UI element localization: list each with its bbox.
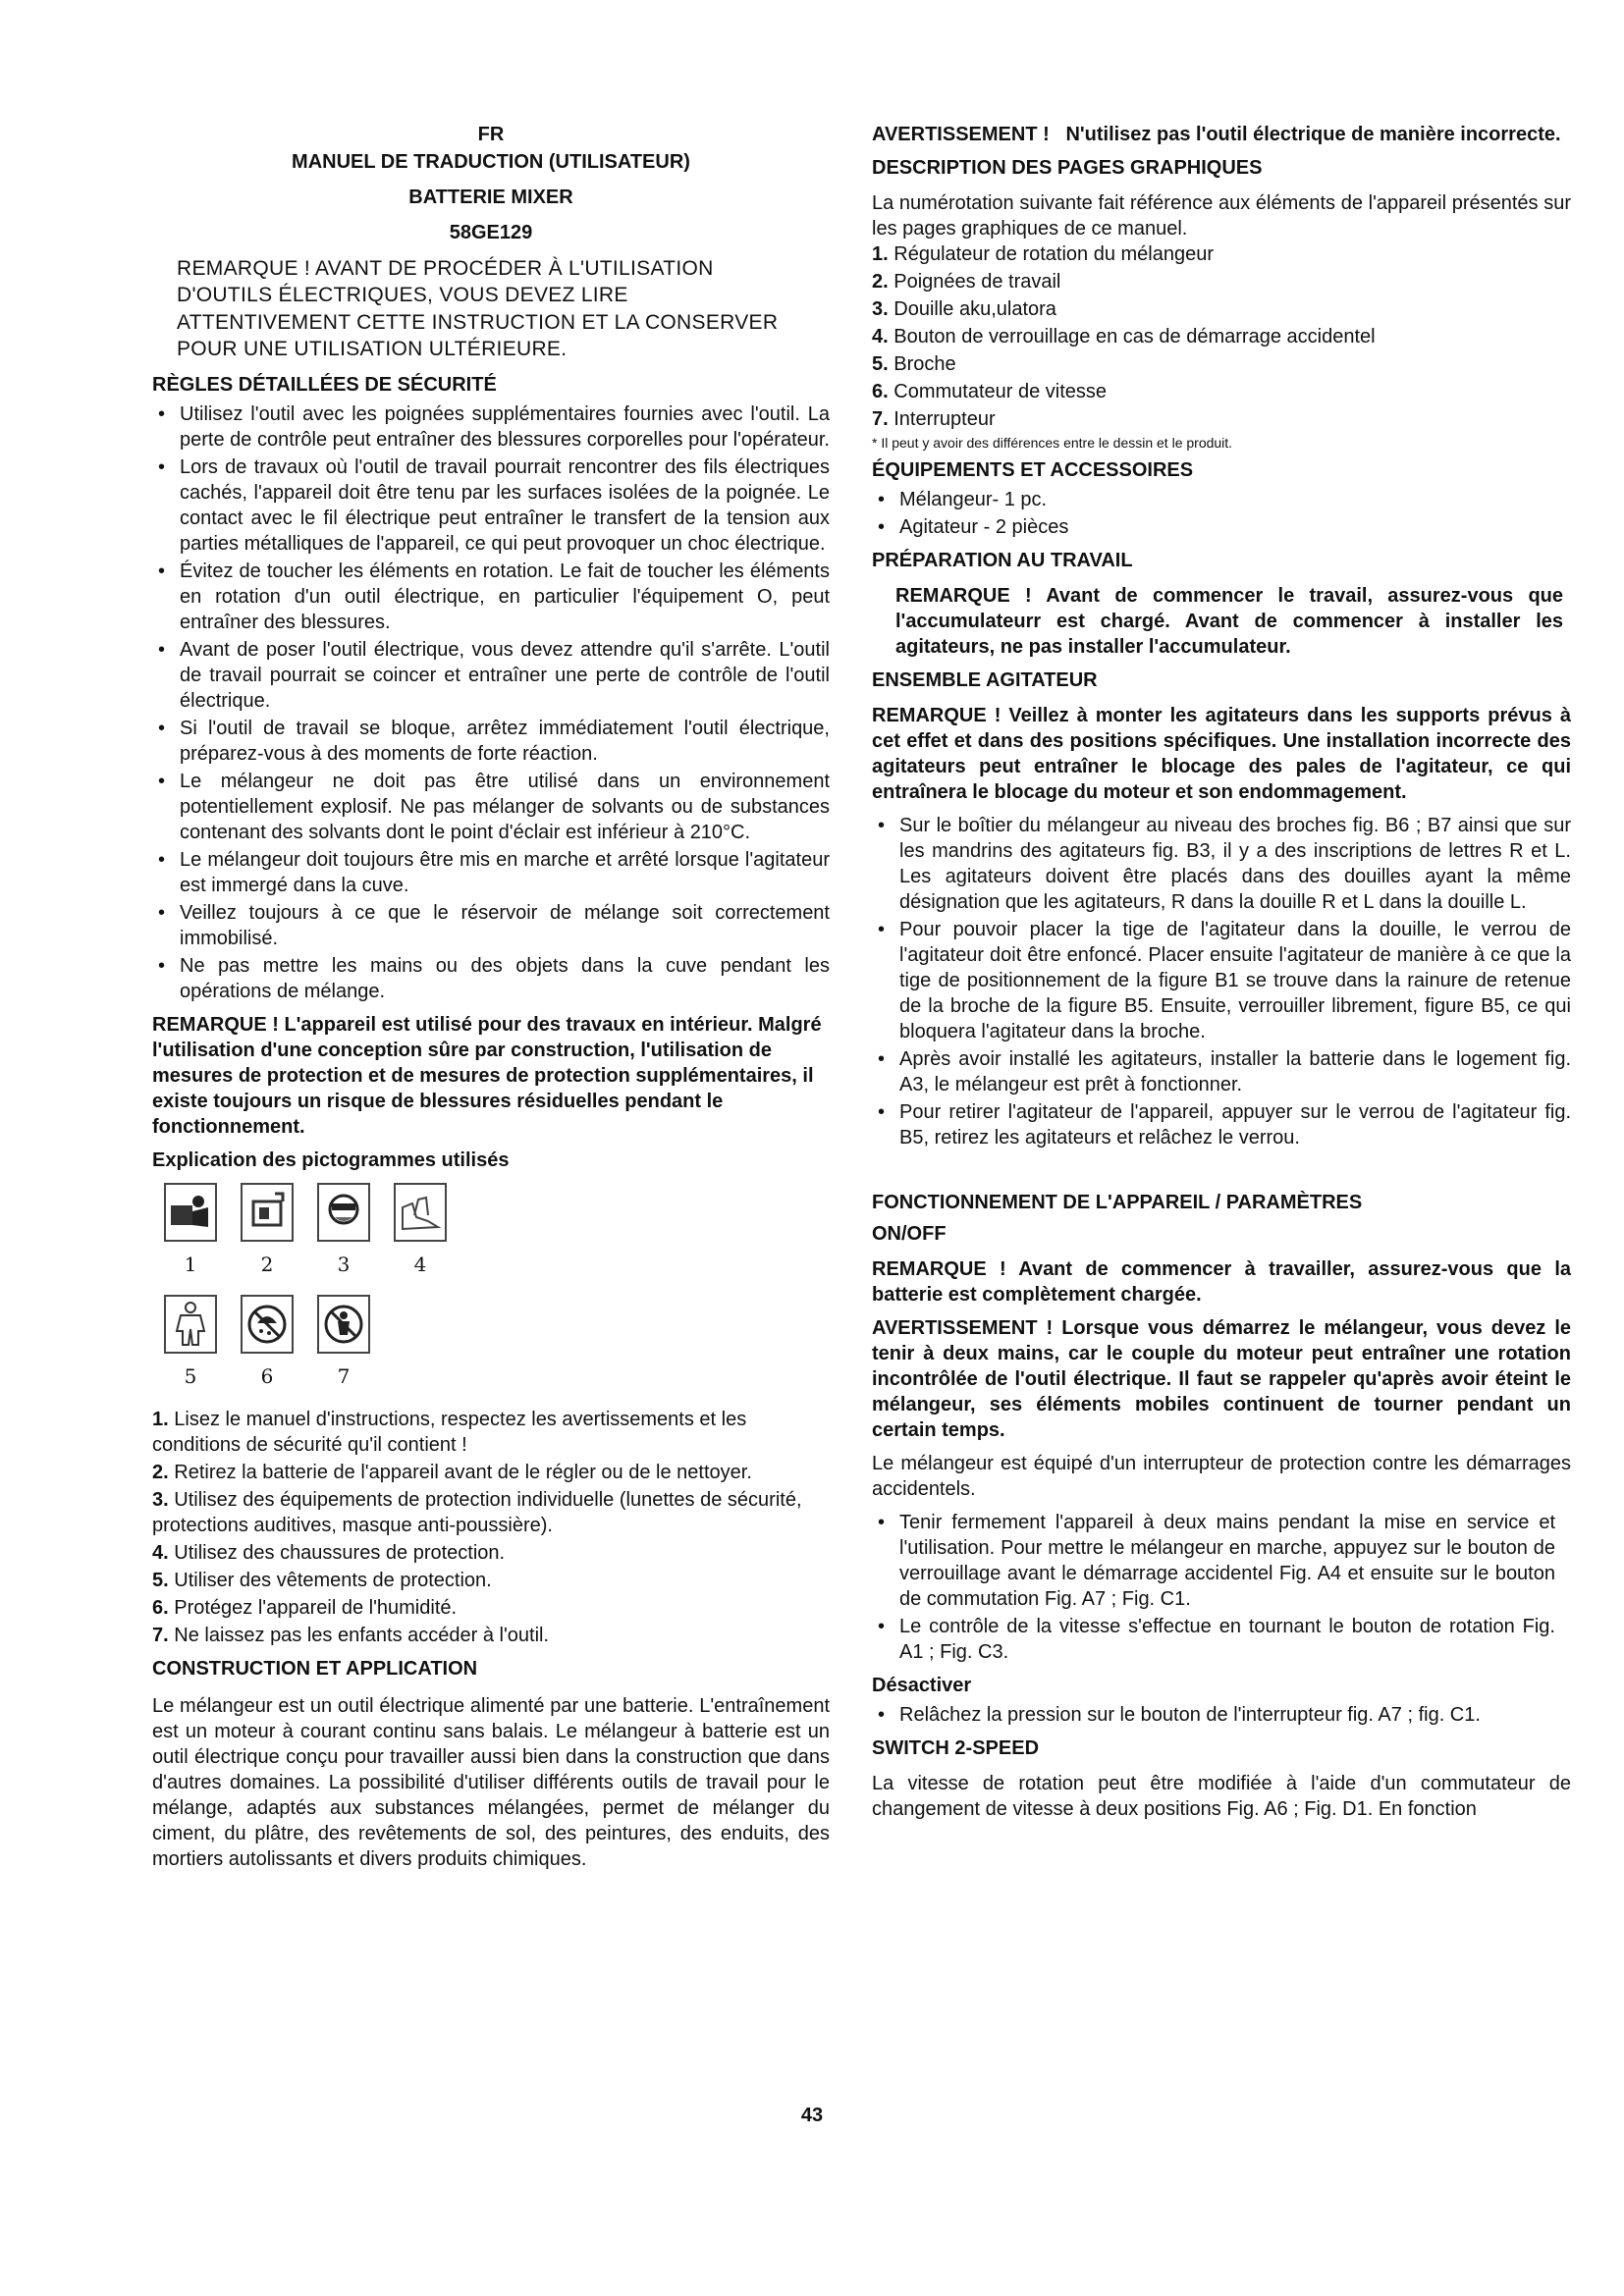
list-item: 7. Interrupteur xyxy=(872,408,996,430)
list-item: • Lors de travaux où l'outil de travail pourrait rencontrer des fils électriques cachés, l'appareil doit être tenu par les surfaces isolées de la poignée. Le contact avec le fil électrique peut entraîner le transfert de la tension aux parties métalliques de l'appareil, ce qui peut provoquer un choc électrique. xyxy=(152,454,830,557)
operation-text: Le mélangeur est équipé d'un interrupteur de protection contre les démarrages accidentels. xyxy=(872,1453,1571,1501)
pictogram-numbers-2 xyxy=(164,1363,830,1389)
assembly-list xyxy=(872,813,1571,1150)
pictogram-number: 3 xyxy=(337,1253,351,1277)
list-item: • Évitez de toucher les éléments en rotation. Le fait de toucher les éléments en rotation d'un outil électrique, en particulier l'équipement O, peut entraîner des blessures. xyxy=(152,559,830,635)
construction-heading: CONSTRUCTION ET APPLICATION xyxy=(152,1658,478,1681)
page-number: 43 xyxy=(800,2105,824,2126)
product-name: BATTERIE MIXER xyxy=(408,187,573,208)
deactivate-list xyxy=(872,1702,1571,1728)
list-item: 6. Commutateur de vitesse xyxy=(872,381,1108,402)
no-humidity-icon xyxy=(241,1295,294,1354)
list-item: • Le mélangeur ne doit pas être utilisé dans un environnement potentiellement explosif. Ne pas mélanger de solvants ou de substances contenant des solvants dont le point d'éclair est inférieur à 210°C. xyxy=(152,769,830,845)
protective-clothing-icon xyxy=(164,1295,217,1354)
list-item: • Le mélangeur doit toujours être mis en marche et arrêté lorsque l'agitateur est immergé dans la cuve. xyxy=(152,847,830,898)
list-item: 7. Ne laissez pas les enfants accéder à l'outil. xyxy=(152,1625,550,1647)
assembly-remark: REMARQUE ! Veillez à monter les agitateurs dans les supports prévus à cet effet et dans des positions spécifiques. Une installation incorrecte des agitateurs peut entraîner le blocage des pales de l'agitateur, ce qui entraînera le blocage du moteur et son endommagement. xyxy=(872,705,1571,804)
list-item: 3. Utilisez des équipements de protection individuelle (lunettes de sécurité, protections auditives, masque anti-poussière). xyxy=(152,1489,802,1537)
list-item: 2. Retirez la batterie de l'appareil avant de le régler ou de le nettoyer. xyxy=(152,1462,752,1484)
preparation-remark: REMARQUE ! Avant de commencer le travail, assurez-vous que l'accumulateurr est chargé. Avant de commencer à installer les agitateurs, ne pas installer l'accumulateur. xyxy=(895,585,1563,659)
manual-title: MANUEL DE TRADUCTION (UTILISATEUR) xyxy=(292,151,690,173)
list-item: 4. Utilisez des chaussures de protection. xyxy=(152,1542,506,1565)
list-item: 4. Bouton de verrouillage en cas de démarrage accidentel xyxy=(872,326,1376,347)
list-item: • Relâchez la pression sur le bouton de l'interrupteur fig. A7 ; fig. C1. xyxy=(872,1702,1571,1728)
pictogram-row-1 xyxy=(164,1183,830,1242)
equipment-list xyxy=(872,487,1571,540)
language-code: FR xyxy=(477,124,505,145)
list-item: • Veillez toujours à ce que le réservoir de mélange soit correctement immobilisé. xyxy=(152,900,830,951)
deactivate-heading: Désactiver xyxy=(872,1675,972,1697)
list-item: • Mélangeur- 1 pc. xyxy=(872,487,1571,512)
drawing-footnote: * Il peut y avoir des différences entre le dessin et le produit. xyxy=(872,435,1233,451)
pictogram-numbers-1 xyxy=(164,1252,830,1277)
list-item: • Pour pouvoir placer la tige de l'agitateur dans la douille, le verrou de l'agitateur doit être enfoncé. Placer ensuite l'agitateur de manière à ce que la tige de positionnement de la figure B1 se trouve dans la rainure de retenue de la broche de la figure B5. Ensuite, verrouiller librement, figure B5, ce qui bloquera l'agitateur dans la broche. xyxy=(872,917,1571,1044)
misuse-warning: AVERTISSEMENT ! N'utilisez pas l'outil électrique de manière incorrecte. xyxy=(872,124,1561,145)
no-children-icon xyxy=(317,1295,370,1354)
assembly-heading: ENSEMBLE AGITATEUR xyxy=(872,669,1098,692)
equipment-heading: ÉQUIPEMENTS ET ACCESSOIRES xyxy=(872,459,1194,482)
charge-remark: REMARQUE ! Avant de commencer à travailler, assurez-vous que la batterie est complètement chargée. xyxy=(872,1258,1571,1307)
on-off-heading: ON/OFF xyxy=(872,1223,947,1246)
list-item: • Utilisez l'outil avec les poignées supplémentaires fournies avec l'outil. La perte de contrôle peut entraîner des blessures corporelles pour l'opérateur. xyxy=(152,401,830,453)
list-item: • Pour retirer l'agitateur de l'appareil, appuyer sur le verrou de l'agitateur fig. B5, retirez les agitateurs et relâchez le verrou. xyxy=(872,1099,1571,1150)
list-item: 5. Utiliser des vêtements de protection. xyxy=(152,1570,492,1592)
list-item: • Le contrôle de la vitesse s'effectue en tournant le bouton de rotation Fig. A1 ; Fig. C3. xyxy=(872,1614,1555,1665)
pictogram-number: 6 xyxy=(260,1364,274,1389)
list-item: 1. Régulateur de rotation du mélangeur xyxy=(872,243,1215,265)
list-item: • Si l'outil de travail se bloque, arrêtez immédiatement l'outil électrique, préparez-vous à des moments de forte réaction. xyxy=(152,716,830,767)
switch-text: La vitesse de rotation peut être modifiée à l'aide d'un commutateur de changement de vitesse à deux positions Fig. A6 ; Fig. D1. En fonction xyxy=(872,1773,1571,1821)
pictogram-legend xyxy=(152,1407,830,1648)
pictogram-row-2 xyxy=(164,1295,830,1354)
left-column xyxy=(152,122,830,1880)
parts-list xyxy=(872,241,1571,432)
list-item: 6. Protégez l'appareil de l'humidité. xyxy=(152,1597,458,1620)
pictogram-number: 5 xyxy=(184,1364,197,1389)
safety-heading: RÈGLES DÉTAILLÉES DE SÉCURITÉ xyxy=(152,374,497,397)
list-item: 3. Douille aku,ulatora xyxy=(872,298,1056,320)
graphic-pages-intro: La numérotation suivante fait référence aux éléments de l'appareil présentés sur les pages graphiques de ce manuel. xyxy=(872,192,1571,240)
list-item: 5. Broche xyxy=(872,353,956,375)
read-manual-icon xyxy=(164,1183,217,1242)
preparation-heading: PRÉPARATION AU TRAVAIL xyxy=(872,550,1133,572)
list-item: 1. Lisez le manuel d'instructions, respectez les avertissements et les conditions de sécurité qu'il contient ! xyxy=(152,1409,747,1457)
pictogram-number: 7 xyxy=(337,1364,351,1389)
pictograms-heading: Explication des pictogrammes utilisés xyxy=(152,1149,510,1172)
list-item: • Agitateur - 2 pièces xyxy=(872,514,1571,540)
list-item: • Avant de poser l'outil électrique, vous devez attendre qu'il s'arrête. L'outil de travail pourrait se coincer et entraîner une perte de contrôle de l'outil électrique. xyxy=(152,637,830,714)
list-item: • Sur le boîtier du mélangeur au niveau des broches fig. B6 ; B7 ainsi que sur les mandrins des agitateurs fig. B3, il y a des inscriptions de lettres R et L. Les agitateurs doivent être placés dans des douilles ayant la même désignation que les agitateurs, R dans la douille R et L dans la douille L. xyxy=(872,813,1571,915)
list-item: • Après avoir installé les agitateurs, installer la batterie dans le logement fig. A3, le mélangeur est prêt à fonctionner. xyxy=(872,1046,1571,1097)
pictogram-number: 4 xyxy=(413,1253,427,1277)
operation-list xyxy=(872,1510,1555,1665)
model-number: 58GE129 xyxy=(449,222,533,243)
list-item: 2. Poignées de travail xyxy=(872,271,1061,293)
list-item: • Tenir fermement l'appareil à deux mains pendant la mise en service et l'utilisation. Pour mettre le mélangeur en marche, appuyez sur le bouton de verrouillage avant le démarrage accidentel Fig. A4 et ensuite sur le bouton de commutation Fig. A7 ; Fig. C1. xyxy=(872,1510,1555,1612)
safety-shoes-icon xyxy=(394,1183,447,1242)
safety-list xyxy=(152,401,830,1004)
switch-heading: SWITCH 2-SPEED xyxy=(872,1737,1040,1760)
pictogram-number: 1 xyxy=(184,1253,197,1277)
right-column xyxy=(872,122,1571,1830)
graphic-pages-heading: DESCRIPTION DES PAGES GRAPHIQUES xyxy=(872,157,1263,179)
construction-text: Le mélangeur est un outil électrique alimenté par une batterie. L'entraînement est un moteur à courant continu sans balais. Le mélangeur à batterie est un outil électrique conçu pour travailler aussi bien dans la construction que dans d'autres domaines. La possibilité d'utiliser différents outils de travail pour le mélange, adaptés aux substances mélangées, permet de mélanger du ciment, du plâtre, des revêtements de sol, des peintures, des enduits, des mortiers autolissants et divers produits chimiques. xyxy=(152,1695,830,1871)
pictogram-number: 2 xyxy=(260,1253,274,1277)
start-warning: AVERTISSEMENT ! Lorsque vous démarrez le mélangeur, vous devez le tenir à deux mains, car le couple du moteur peut entraîner une rotation incontrôlée de l'outil électrique. Il faut se rappeler qu'après avoir éteint le mélangeur, ses éléments mobiles continuent de tourner pendant un certain temps. xyxy=(872,1317,1571,1442)
list-item: • Ne pas mettre les mains ou des objets dans la cuve pendant les opérations de mélange. xyxy=(152,953,830,1004)
protective-equipment-icon xyxy=(317,1183,370,1242)
read-notice: REMARQUE ! AVANT DE PROCÉDER À L'UTILISATION D'OUTILS ÉLECTRIQUES, VOUS DEVEZ LIRE ATTENTIVEMENT CETTE INSTRUCTION ET LA CONSERVER POUR UNE UTILISATION ULTÉRIEURE. xyxy=(177,257,779,360)
indoor-remark: REMARQUE ! L'appareil est utilisé pour des travaux en intérieur. Malgré l'utilisation d'une conception sûre par construction, l'utilisation de mesures de protection et de mesures de protection supplémentaires, il existe toujours un risque de blessures résiduelles pendant le fonctionnement. xyxy=(152,1014,822,1139)
operation-heading: FONCTIONNEMENT DE L'APPAREIL / PARAMÈTRES xyxy=(872,1192,1363,1214)
battery-removal-icon xyxy=(241,1183,294,1242)
